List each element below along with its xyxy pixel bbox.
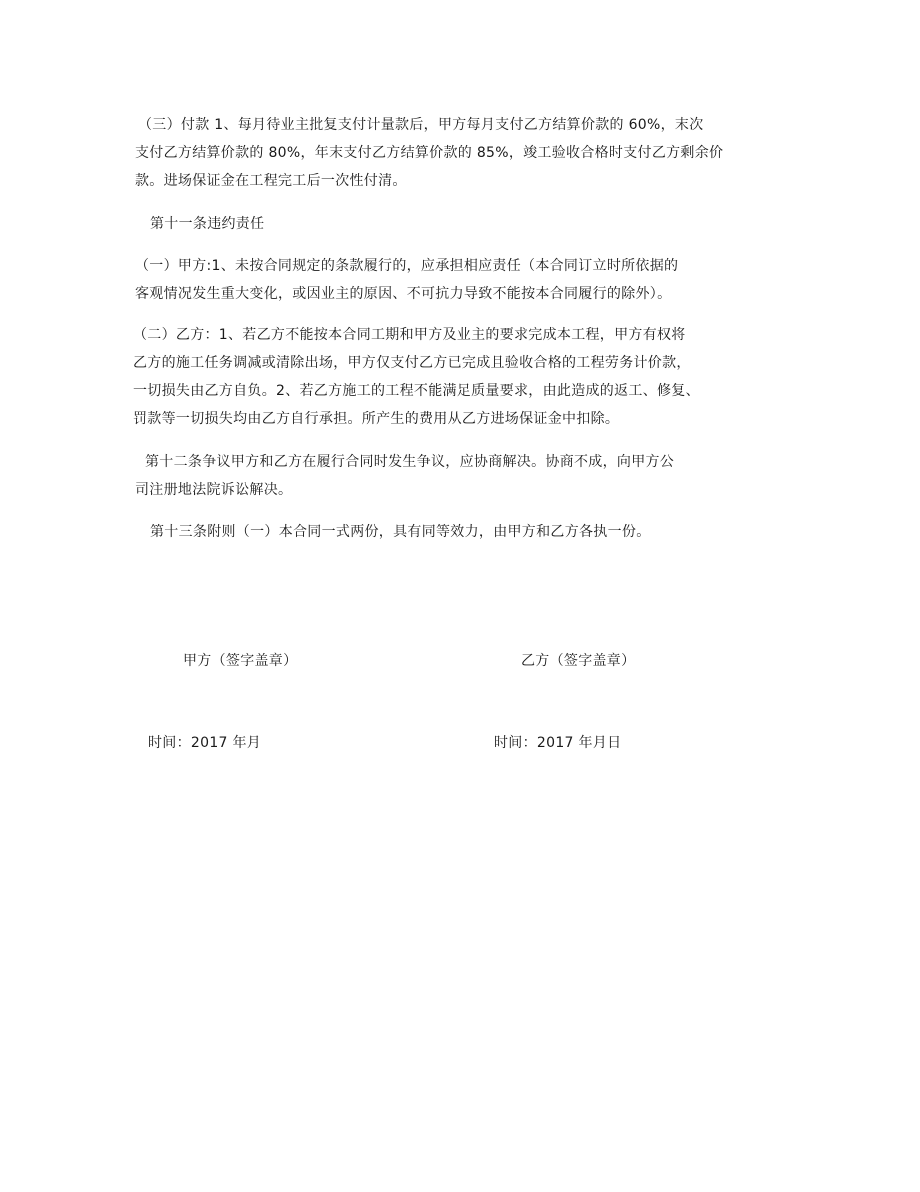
article-11-party-b-line-4: 罚款等一切损失均由乙方自行承担。所产生的费用从乙方进场保证金中扣除。 (133, 411, 620, 427)
article-11-party-b-line-3: 一切损失由乙方自负。2、若乙方施工的工程不能满足质量要求，由此造成的返工、修复、 (133, 383, 700, 399)
payment-clause-line-1: （三）付款 1、每月待业主批复支付计量款后，甲方每月支付乙方结算价款的 60%，末次 (138, 117, 704, 133)
article-11-party-b-line-1: （二）乙方：1、若乙方不能按本合同工期和甲方及业主的要求完成本工程，甲方有权将 (133, 327, 686, 343)
article-11-party-a-line-1: （一）甲方:1、未按合同规定的条款履行的，应承担相应责任（本合同订立时所依据的 (135, 258, 679, 274)
article-11-party-b-line-2: 乙方的施工任务调减或清除出场，甲方仅支付乙方已完成且验收合格的工程劳务计价款， (133, 355, 691, 371)
payment-clause-line-2: 支付乙方结算价款的 80%，年末支付乙方结算价款的 85%，竣工验收合格时支付乙方剩余价 (135, 145, 724, 161)
article-11-heading: 第十一条违约责任 (150, 216, 265, 232)
article-11-party-a-line-2: 客观情况发生重大变化，或因业主的原因、不可抗力导致不能按本合同履行的除外）。 (135, 286, 672, 302)
party-a-date: 时间：2017 年月 (148, 735, 262, 751)
party-a-signature-label: 甲方（签字盖章） (183, 653, 298, 669)
party-b-date: 时间：2017 年月日 (494, 735, 622, 751)
party-b-signature-label: 乙方（签字盖章） (521, 653, 636, 669)
article-13-line-1: 第十三条附则（一）本合同一式两份，具有同等效力，由甲方和乙方各执一份。 (150, 524, 651, 540)
payment-clause-line-3: 款。进场保证金在工程完工后一次性付清。 (135, 173, 407, 189)
article-12-line-1: 第十二条争议甲方和乙方在履行合同时发生争议，应协商解决。协商不成，向甲方公 (145, 454, 675, 470)
article-12-line-2: 司注册地法院诉讼解决。 (135, 482, 293, 498)
